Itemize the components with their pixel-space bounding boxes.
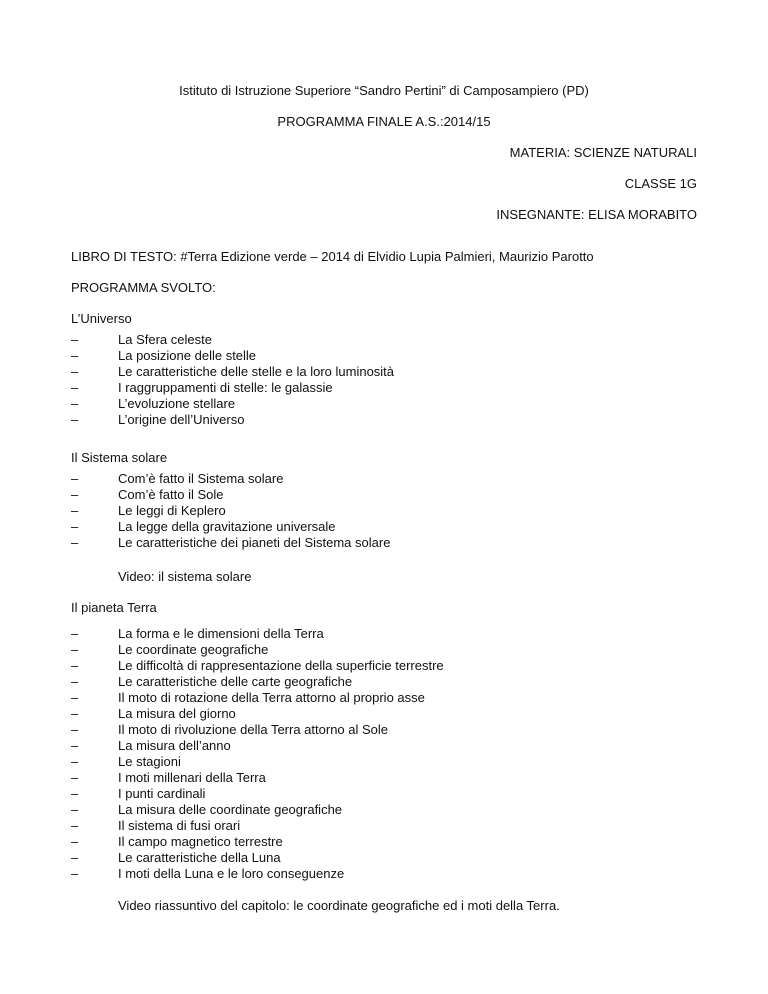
programme-title: PROGRAMMA FINALE A.S.:2014/15 — [277, 114, 491, 129]
bullet-dash: – — [71, 802, 79, 817]
bullet-dash: – — [71, 396, 79, 411]
section-title-universe: L’Universo — [71, 311, 132, 326]
bullet-dash: – — [71, 658, 79, 673]
video-note-earth: Video riassuntivo del capitolo: le coordinate geografiche ed i moti della Terra. — [118, 898, 560, 913]
bullet-dash: – — [71, 535, 79, 550]
bullet-dash: – — [71, 674, 79, 689]
bullet-dash: – — [71, 690, 79, 705]
bullet-dash: – — [71, 834, 79, 849]
bullet-dash: – — [71, 626, 79, 641]
bullet-dash: – — [71, 412, 79, 427]
bullet-dash: – — [71, 519, 79, 534]
bullet-dash: – — [71, 364, 79, 379]
bullet-dash: – — [71, 786, 79, 801]
bullet-dash: – — [71, 706, 79, 721]
bullet-dash: – — [71, 738, 79, 753]
bullet-dash: – — [71, 348, 79, 363]
school-name: Istituto di Istruzione Superiore “Sandro Pertini” di Camposampiero (PD) — [179, 83, 589, 98]
bullet-dash: – — [71, 332, 79, 347]
subject-label: MATERIA: SCIENZE NATURALI — [509, 145, 697, 160]
bullet-dash: – — [71, 380, 79, 395]
bullet-dash: – — [71, 754, 79, 769]
programme-label: PROGRAMMA SVOLTO: — [71, 280, 216, 295]
bullet-dash: – — [71, 770, 79, 785]
bullet-dash: – — [71, 503, 79, 518]
bullet-dash: – — [71, 818, 79, 833]
bullet-dash: – — [71, 722, 79, 737]
teacher-label: INSEGNANTE: ELISA MORABITO — [496, 207, 697, 222]
class-label: CLASSE 1G — [624, 176, 697, 191]
section-title-earth: Il pianeta Terra — [71, 600, 157, 615]
video-note-solar-system: Video: il sistema solare — [118, 569, 252, 584]
textbook-line: LIBRO DI TESTO: #Terra Edizione verde – 2014 di Elvidio Lupia Palmieri, Maurizio Parotto — [71, 249, 594, 264]
bullet-dash: – — [71, 850, 79, 865]
section-title-solar-system: Il Sistema solare — [71, 450, 168, 465]
bullet-dash: – — [71, 866, 79, 881]
bullet-dash: – — [71, 487, 79, 502]
bullet-dash: – — [71, 642, 79, 657]
bullet-dash: – — [71, 471, 79, 486]
document-page: Istituto di Istruzione Superiore “Sandro Pertini” di Camposampiero (PD) PROGRAMMA FINALE A.S.:2014/15 MATERIA: SCIENZE NATURALI CLASSE 1G INSEGNANTE: ELISA MORABITO LIBRO DI TESTO: #Terra Edizione verde – 2014 di Elvidio Lupia Palmieri, Maurizio Parotto PROGRAMMA SVOLTO: L’Universo – La Sfera celeste – La posizione delle stelle – Le caratteristiche delle stelle e la loro luminosità – I raggruppamenti di stelle: le galassie – L’evoluzione stellare – L’origine dell’Universo Il Sistema solare – Com’è fatto il Sistema solare – Com’è fatto il Sole – Le leggi di Keplero – La legge della gravitazione universale – Le caratteristiche dei pianeti del Sistema solare Video: il sistema solare Il pianeta Terra – La forma e le dimensioni della Terra – Le coordinate geografiche – Le difficoltà di rappresentazione della superficie terrestre – Le caratteristiche delle carte geografiche – Il moto di rotazione della Terra attorno al proprio asse – La misura del giorno – Il moto di rivoluzione della Terra attorno al Sole – La misura dell’anno – Le stagioni – I moti millenari della Terra – I punti cardinali – La misura delle coordinate geografiche – Il sistema di fusi orari – Il campo magnetico terrestre – Le caratteristiche della Luna – I moti della Luna e le loro conseguenze Video riassuntivo del capitolo: le coordinate geografiche ed i moti della Terra. — [0, 0, 768, 994]
